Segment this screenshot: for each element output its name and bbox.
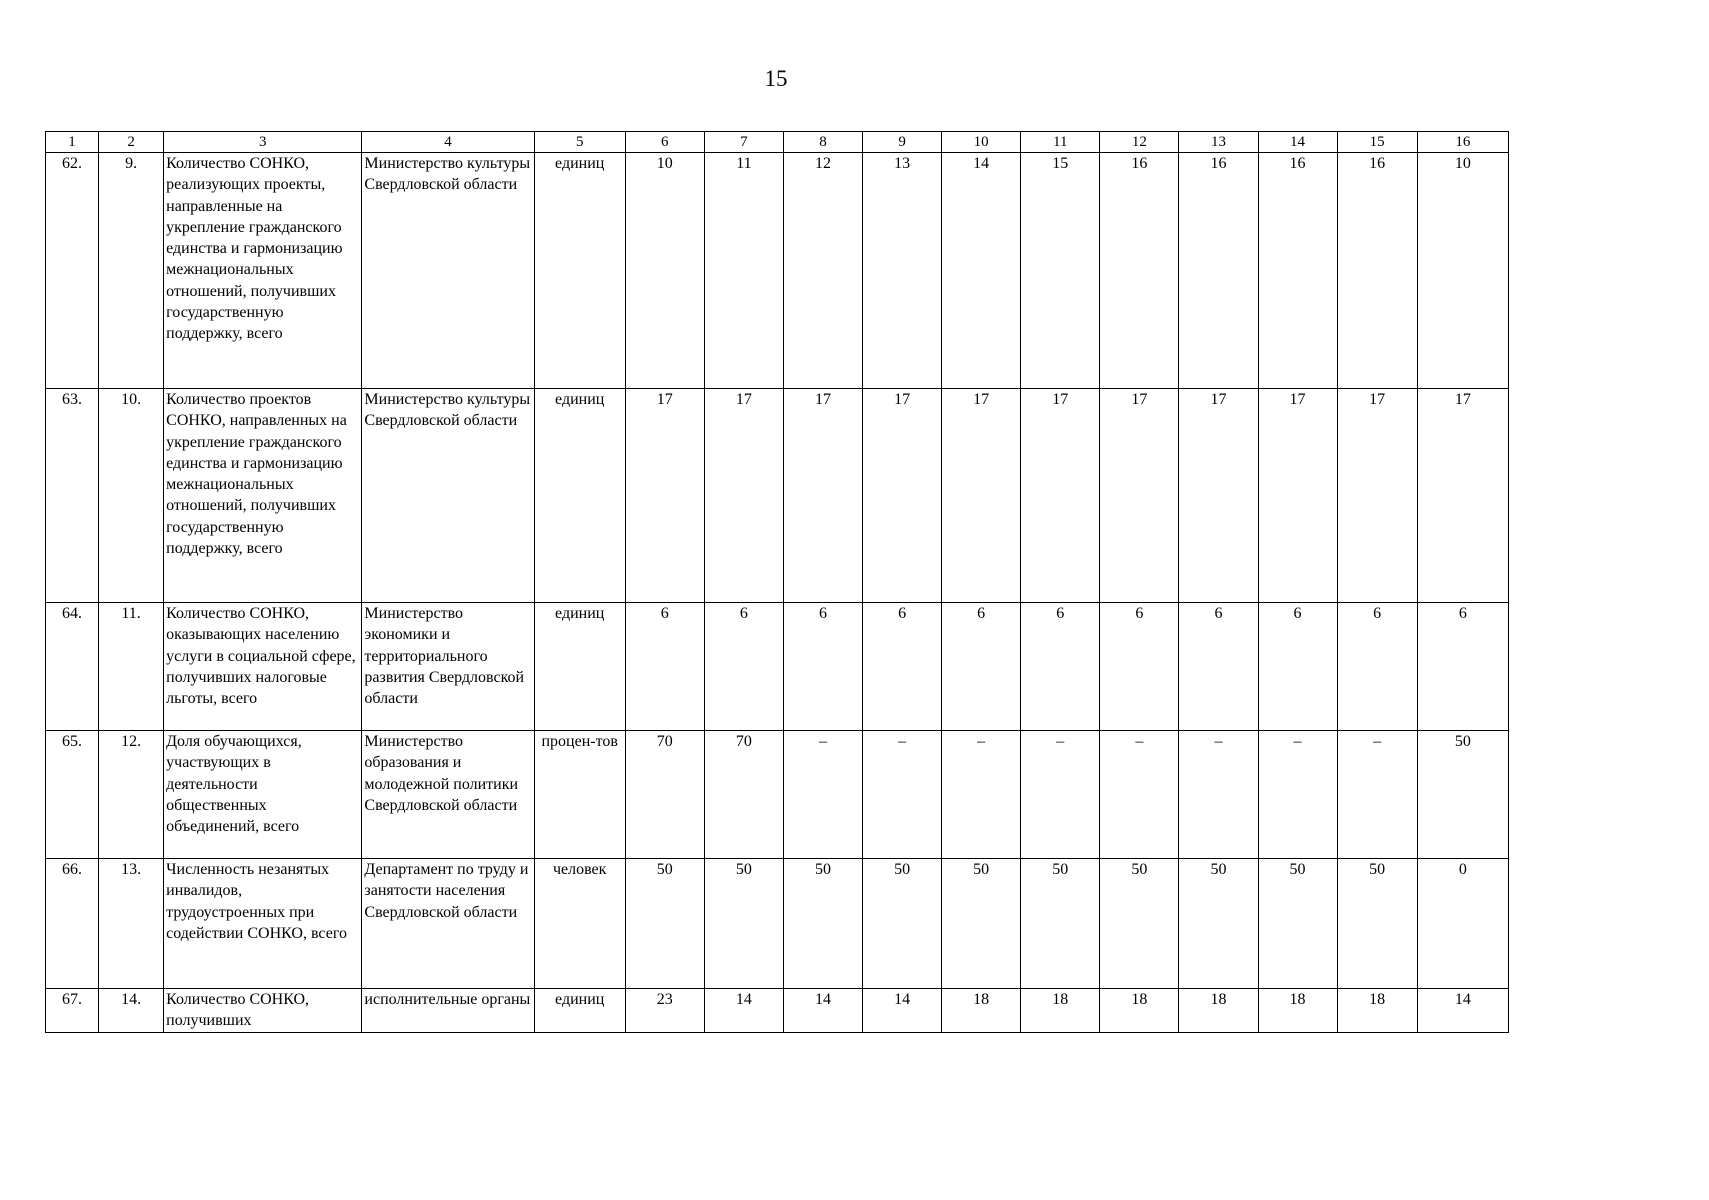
header-row: [46, 132, 1509, 153]
value-cell: 6: [704, 603, 783, 731]
row-number: 65.: [46, 731, 99, 859]
row-number: 63.: [46, 389, 99, 603]
value-cell: 14: [942, 153, 1021, 389]
column-header: 4: [362, 132, 534, 153]
value-cell: 17: [1100, 389, 1179, 603]
value-cell: 18: [1100, 989, 1179, 1033]
value-cell: 16: [1100, 153, 1179, 389]
value-cell: –: [1021, 731, 1100, 859]
table-row: [46, 859, 1509, 989]
value-cell: 6: [942, 603, 1021, 731]
indicator-name: Количество проектов СОНКО, направленных на укрепление гражданского единства и гармонизацию межнациональных отношений, получивших государственную поддержку, всего: [164, 389, 362, 603]
responsible-body: исполнительные органы: [362, 989, 534, 1033]
indicator-name: Доля обучающихся, участвующих в деятельности общественных объединений, всего: [164, 731, 362, 859]
value-cell: 17: [1021, 389, 1100, 603]
value-cell: –: [1179, 731, 1258, 859]
value-cell: –: [1337, 731, 1417, 859]
value-cell: 14: [863, 989, 942, 1033]
value-cell: 16: [1179, 153, 1258, 389]
row-subnumber: 10.: [99, 389, 164, 603]
value-cell: 18: [1179, 989, 1258, 1033]
value-cell: 11: [704, 153, 783, 389]
value-cell: 50: [704, 859, 783, 989]
unit: единиц: [534, 389, 625, 603]
row-subnumber: 12.: [99, 731, 164, 859]
responsible-body: Министерство культуры Свердловской области: [362, 389, 534, 603]
value-cell: 50: [1337, 859, 1417, 989]
value-cell: 6: [1417, 603, 1508, 731]
indicator-name: Количество СОНКО, получивших: [164, 989, 362, 1033]
responsible-body: Департамент по труду и занятости населения Свердловской области: [362, 859, 534, 989]
indicators-table: [45, 131, 1509, 1033]
column-header: 9: [863, 132, 942, 153]
value-cell: 12: [783, 153, 862, 389]
value-cell: 17: [1417, 389, 1508, 603]
row-subnumber: 13.: [99, 859, 164, 989]
value-cell: 23: [625, 989, 704, 1033]
responsible-body: Министерство образования и молодежной политики Свердловской области: [362, 731, 534, 859]
value-cell: 16: [1258, 153, 1337, 389]
value-cell: 18: [1258, 989, 1337, 1033]
column-header: 10: [942, 132, 1021, 153]
column-header: 8: [783, 132, 862, 153]
value-cell: 13: [863, 153, 942, 389]
table-row: [46, 153, 1509, 389]
value-cell: 50: [942, 859, 1021, 989]
value-cell: 18: [1337, 989, 1417, 1033]
value-cell: 17: [704, 389, 783, 603]
table-row: [46, 989, 1509, 1033]
column-header: 5: [534, 132, 625, 153]
value-cell: 17: [1337, 389, 1417, 603]
value-cell: 10: [625, 153, 704, 389]
responsible-body: Министерство культуры Свердловской области: [362, 153, 534, 389]
value-cell: 6: [1258, 603, 1337, 731]
value-cell: 6: [1100, 603, 1179, 731]
value-cell: 18: [942, 989, 1021, 1033]
value-cell: 6: [783, 603, 862, 731]
responsible-body: Министерство экономики и территориального развития Свердловской области: [362, 603, 534, 731]
indicator-name: Количество СОНКО, оказывающих населению услуги в социальной сфере, получивших налоговые льготы, всего: [164, 603, 362, 731]
value-cell: 50: [863, 859, 942, 989]
row-number: 64.: [46, 603, 99, 731]
value-cell: 6: [1179, 603, 1258, 731]
value-cell: 14: [1417, 989, 1508, 1033]
column-header: 1: [46, 132, 99, 153]
value-cell: 50: [1179, 859, 1258, 989]
value-cell: 17: [783, 389, 862, 603]
value-cell: 15: [1021, 153, 1100, 389]
unit: человек: [534, 859, 625, 989]
table-row: [46, 731, 1509, 859]
row-number: 67.: [46, 989, 99, 1033]
value-cell: 18: [1021, 989, 1100, 1033]
indicator-name: Численность незанятых инвалидов, трудоустроенных при содействии СОНКО, всего: [164, 859, 362, 989]
value-cell: 6: [1021, 603, 1100, 731]
column-header: 16: [1417, 132, 1508, 153]
value-cell: 6: [625, 603, 704, 731]
column-header: 15: [1337, 132, 1417, 153]
value-cell: 70: [625, 731, 704, 859]
value-cell: –: [942, 731, 1021, 859]
row-subnumber: 11.: [99, 603, 164, 731]
value-cell: 14: [704, 989, 783, 1033]
value-cell: –: [783, 731, 862, 859]
value-cell: 50: [1258, 859, 1337, 989]
value-cell: 16: [1337, 153, 1417, 389]
value-cell: 50: [1417, 731, 1508, 859]
row-number: 66.: [46, 859, 99, 989]
row-subnumber: 9.: [99, 153, 164, 389]
column-header: 2: [99, 132, 164, 153]
value-cell: 6: [1337, 603, 1417, 731]
value-cell: 10: [1417, 153, 1508, 389]
column-header: 12: [1100, 132, 1179, 153]
value-cell: 50: [1100, 859, 1179, 989]
value-cell: 17: [1179, 389, 1258, 603]
value-cell: 70: [704, 731, 783, 859]
value-cell: 17: [625, 389, 704, 603]
column-header: 7: [704, 132, 783, 153]
value-cell: 6: [863, 603, 942, 731]
value-cell: 50: [625, 859, 704, 989]
value-cell: 50: [783, 859, 862, 989]
unit: единиц: [534, 603, 625, 731]
unit: единиц: [534, 153, 625, 389]
column-header: 3: [164, 132, 362, 153]
value-cell: 50: [1021, 859, 1100, 989]
column-header: 6: [625, 132, 704, 153]
value-cell: 17: [1258, 389, 1337, 603]
row-number: 62.: [46, 153, 99, 389]
unit: единиц: [534, 989, 625, 1033]
value-cell: 17: [942, 389, 1021, 603]
value-cell: 14: [783, 989, 862, 1033]
column-header: 14: [1258, 132, 1337, 153]
value-cell: 0: [1417, 859, 1508, 989]
column-header: 13: [1179, 132, 1258, 153]
row-subnumber: 14.: [99, 989, 164, 1033]
table-row: [46, 389, 1509, 603]
value-cell: 17: [863, 389, 942, 603]
value-cell: –: [863, 731, 942, 859]
page-number: 15: [764, 66, 788, 91]
column-header: 11: [1021, 132, 1100, 153]
value-cell: –: [1258, 731, 1337, 859]
table-row: [46, 603, 1509, 731]
unit: процен-тов: [534, 731, 625, 859]
value-cell: –: [1100, 731, 1179, 859]
indicator-name: Количество СОНКО, реализующих проекты, направленные на укрепление гражданского единства и гармонизацию межнациональных отношений, получивших государственную поддержку, всего: [164, 153, 362, 389]
